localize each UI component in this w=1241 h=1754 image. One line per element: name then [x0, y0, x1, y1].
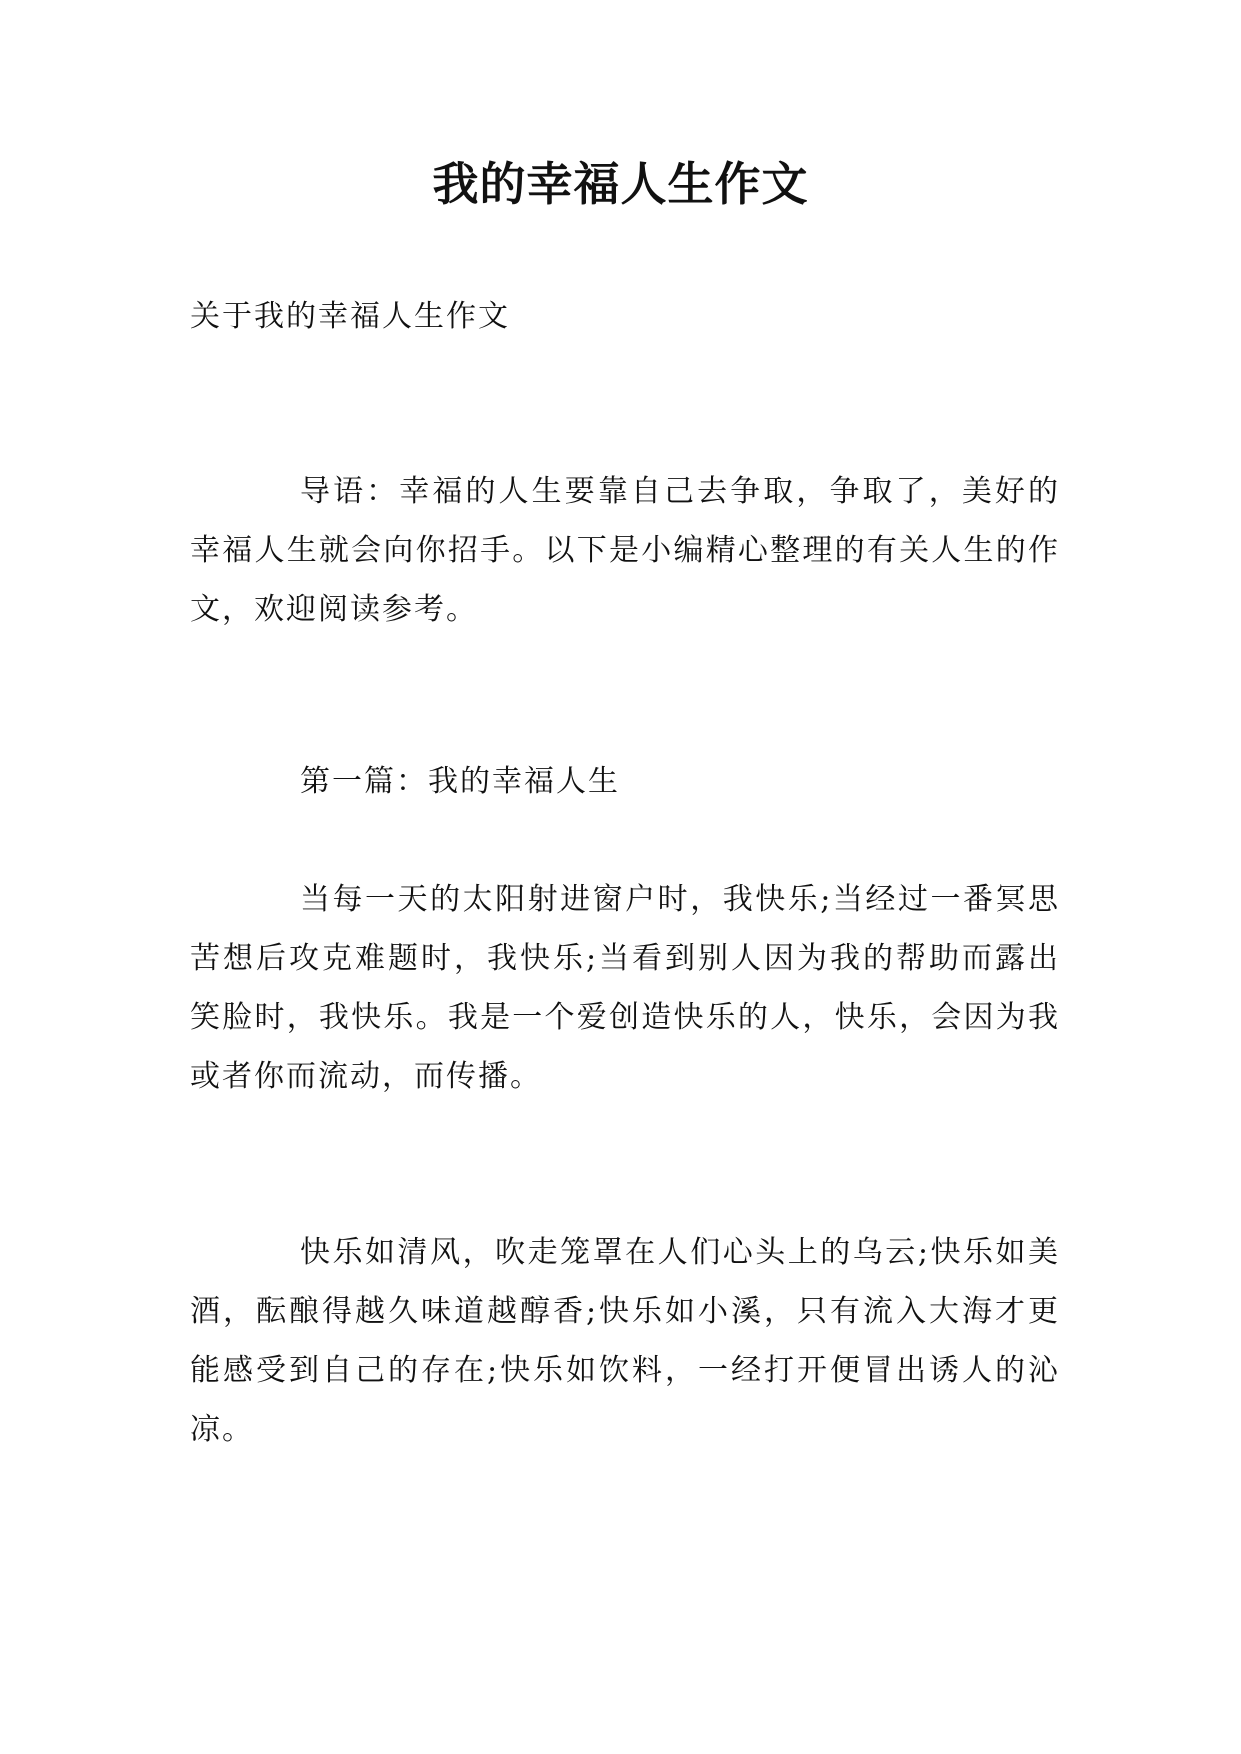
document-title: 我的幸福人生作文 [432, 157, 809, 211]
intro-paragraph: 导语：幸福的人生要靠自己去争取，争取了，美好的幸福人生就会向你招手。以下是小编精心整理的有关人生的作文，欢迎阅读参考。 [190, 474, 1060, 627]
body-paragraph-1: 当每一天的太阳射进窗户时，我快乐;当经过一番冥思苦想后攻克难题时，我快乐;当看到别人因为我的帮助而露出笑脸时，我快乐。我是一个爱创造快乐的人，快乐，会因为我或者你而流动，而传播。 [190, 882, 1060, 1094]
subtitle-paragraph: 关于我的幸福人生作文 [190, 299, 510, 334]
body-paragraph-2: 快乐如清风，吹走笼罩在人们心头上的乌云;快乐如美酒，酝酿得越久味道越醇香;快乐如小溪，只有流入大海才更能感受到自己的存在;快乐如饮料，一经打开便冒出诱人的沁凉。 [190, 1235, 1060, 1447]
section-heading: 第一篇：我的幸福人生 [300, 764, 620, 799]
